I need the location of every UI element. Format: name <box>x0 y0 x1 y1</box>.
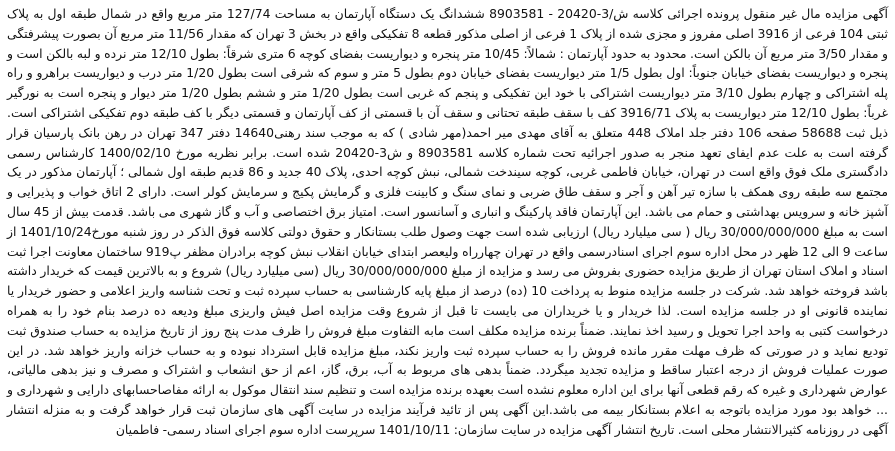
auction-notice-text: آگهی مزایده مال غیر منقول پرونده اجرائی کلاسه ش/3-20420 - 8903581 ششدانگ یک دستگاه آپارتمان به مساحت 127/74 متر مربع واقع در شمال طبقه اول به پلاک ثبتی 104 فرعی از 3916 اصلی مفروز و مجزی شده از پلاک 1 فرعی از اصلی مذکور قطعه 8 تفکیکی واقع در بخش 3 تهران که مقدار 11/56 متر مربع آن بصورت پیشرفتگی و مقدار 3/50 متر مربع آن بالکن است. محدود به حدود آپارتمان : شمالاً: 10/45 متر پنجره و دیواریست بفضای کوچه 6 متری شرقاً: بطول 12/10 متر نرده و لبه بالکن است و پنجره و دیواریست بفضای خیابان جنوباً: اول بطول 1/5 متر دیواریست بفضای خیابان دوم بطول 5 متر و سوم که شرقی است بطول 1/20 متر درب و دیواریست براهرو و راه پله اشتراکی و چهارم بطول 3/10 متر دیواریست اشتراکی با خود این تفکیکی و پنجم که غربی است بطول 1/20 متر و ششم بطول 1/20 متر دیوار و پنجره است به نورگیر غرباً: بطول 12/10 متر دیواریست به پلاک 3916/71 کف با سقف طبقه تحتانی و سقف آن با قسمتی از کف آپارتمان و قسمتی دیگر با کف طبقه دوم تفکیکی اشتراکی است. ذیل ثبت 58688 صفحه 106 دفتر جلد املاک 448 متعلق به آقای مهدی میر احمد(مهر شادی ) که به موجب سند رهنی14640 دفتر 347 تهران در رهن بانک پارسیان قرار گرفته است به علت عدم ایفای تعهد منجر به صدور اجرائیه تحت شماره کلاسه 8903581 و ش3-20420 شده است. برابر نظریه مورخ 1400/02/10 کارشناس رسمی دادگستری ملک فوق واقع است در تهران، خیابان فاطمی غربی، کوچه سیندخت شمالی، نبش کوچه احدی، پلاک 40 جدید و 86 قدیم طبقه اول شمالی ؛ آپارتمان مذکور در یک مجتمع سه طبقه روی همکف با سازه تیر آهن و آجر و سقف طاق ضربی و نمای سنگ و کابینت فلزی و گرمایش پکیج و سرمایش کولر است. دارای 2 اتاق خواب و پذیرایی و آشپز خانه و سرویس بهداشتی و حمام می باشد. این آپارتمان فاقد پارکینگ و انباری و آسانسور است. امتیاز برق اختصاصی و آب و گاز شهری می باشد. قدمت بیش از 45 سال است به مبلغ 30/000/000/000 ریال ( سی میلیارد ریال) ارزیابی شده است جهت وصول طلب بستانکار و حقوق دولتی کلاسه فوق الذکر در روز شنبه مورخ1401/10/24 از ساعت 9 الی 12 ظهر در محل اداره سوم اجرای اسنادرسمی واقع در تهران چهارراه ولیعصر ابتدای خیابان انقلاب نبش کوچه برادران مظفر پ919 ساختمان معاونت اجرا ثبت اسناد و املاک استان تهران از طریق مزایده حضوری بفروش می رسد و مزایده از مبلغ 30/000/000/000 ریال (سی میلیارد ریال) شروع و به بالاترین قیمت که خریدار داشته باشد فروخته خواهد شد. شرکت در جلسه مزایده منوط به پرداخت 10 (ده) درصد از مبلغ پایه کارشناسی به حساب سپرده ثبت و تحت شناسه واریز اعلامی و حضور خریدار یا نماینده قانونی او در جلسه مزایده است. لذا خریدار و یا خریداران می بایست تا قبل از شروع وقت مزایده اصل فیش واریزی مبلغ ودیعه ده درصد بنام خود را به همراه درخواست کتبی به واحد اجرا تحویل و رسید اخذ نمایند. ضمناً برنده مزایده مکلف است مابه التفاوت مبلغ فروش را ظرف مدت پنج روز از تاریخ مزایده به حساب صندوق ثبت تودیع نماید و در صورتی که ظرف مهلت مقرر مانده فروش را به حساب سپرده ثبت واریز نکند، مبلغ مزایده قابل استرداد نبوده و به حساب خزانه واریز خواهد شد. در این صورت عملیات فروش از درجه اعتبار ساقط و مزایده تجدید میگردد. ضمناً بدهی های مربوط به آب، برق، گاز، اعم از حق انشعاب و اشتراک و مصرف و نیز بدهی مالیاتی، عوارض شهرداری و غیره که رقم قطعی آنها برای این اداره معلوم نشده است بعهده برنده مزایده است و تنظیم سند انتقال موکول به ارائه مفاصاحسابهای دارایی و شهرداری و ... خواهد بود مورد مزایده باتوجه به اعلام بستانکار بیمه می باشد.این آگهی پس از تائید فرآیند مزایده در سایت آگهی های سازمان ثبت قرار خواهد گرفت و به منزله انتشار آگهی در روزنامه کثیرالانتشار محلی است. تاریخ انتشار آگهی مزایده در سایت سازمان: 1401/10/11 سرپرست اداره سوم اجرای اسناد رسمی- فاطمیان <box>7 6 889 437</box>
